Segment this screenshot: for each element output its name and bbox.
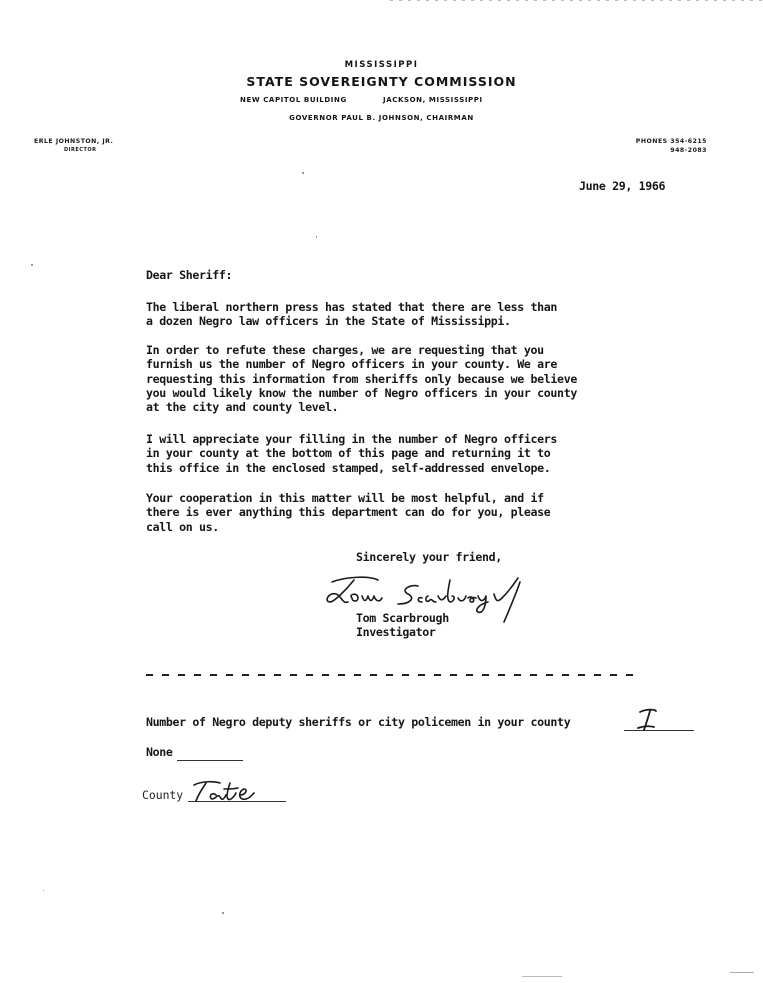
closing: Sincerely your friend, — [356, 550, 502, 564]
scan-speck — [316, 236, 317, 238]
county-label: County — [142, 788, 184, 802]
signer-name: Tom Scarbrough — [356, 611, 449, 625]
scan-speck — [302, 172, 304, 174]
letter-date: June 29, 1966 — [579, 179, 666, 193]
phone-line-1: PHONES 354-6215 — [635, 138, 707, 145]
salutation: Dear Sheriff: — [146, 268, 233, 282]
paragraph-3: I will appreciate your filling in the number of Negro officers in your county at the bottom of this page and returning it to this office in the enclosed stamped, self-addressed envelope. — [146, 432, 558, 475]
scan-speck — [43, 890, 44, 891]
scan-edge-artifact — [390, 0, 763, 1]
scan-speck — [222, 912, 224, 914]
signer-title: Investigator — [356, 625, 436, 639]
letterhead-governor: GOVERNOR PAUL B. JOHNSON, CHAIRMAN — [289, 114, 474, 122]
handwritten-officer-count — [634, 706, 660, 734]
scan-speck — [522, 976, 562, 977]
none-field[interactable] — [177, 760, 243, 761]
handwritten-county-name — [190, 779, 260, 805]
scan-speck — [31, 264, 33, 266]
letterhead-commission: STATE SOVEREIGNTY COMMISSION — [246, 74, 517, 89]
officer-count-question: Number of Negro deputy sheriffs or city policemen in your county — [146, 715, 571, 729]
director-name: ERLE JOHNSTON, JR. — [34, 138, 114, 145]
letterhead-city: JACKSON, MISSISSIPPI — [383, 96, 483, 104]
tear-off-dashed-line — [146, 674, 641, 676]
paragraph-1: The liberal northern press has stated that there are less than a dozen Negro law officers in the State of Mississippi. — [146, 300, 558, 329]
paragraph-4: Your cooperation in this matter will be most helpful, and if there is ever anything this department can do for you, please call on us. — [146, 491, 551, 534]
scan-speck — [730, 972, 754, 973]
none-label: None — [146, 745, 173, 759]
letterhead-state: MISSISSIPPI — [344, 60, 419, 70]
letterhead-building: NEW CAPITOL BUILDING — [240, 96, 347, 104]
paragraph-2: In order to refute these charges, we are requesting that you furnish us the number of Negro officers in your county. We are requesting this information from sheriffs only because we believe you would likely know the number of Negro officers in your county at the city and county level. — [146, 343, 577, 415]
phone-line-2: 948-2083 — [670, 147, 707, 154]
director-title: DIRECTOR — [64, 147, 97, 153]
